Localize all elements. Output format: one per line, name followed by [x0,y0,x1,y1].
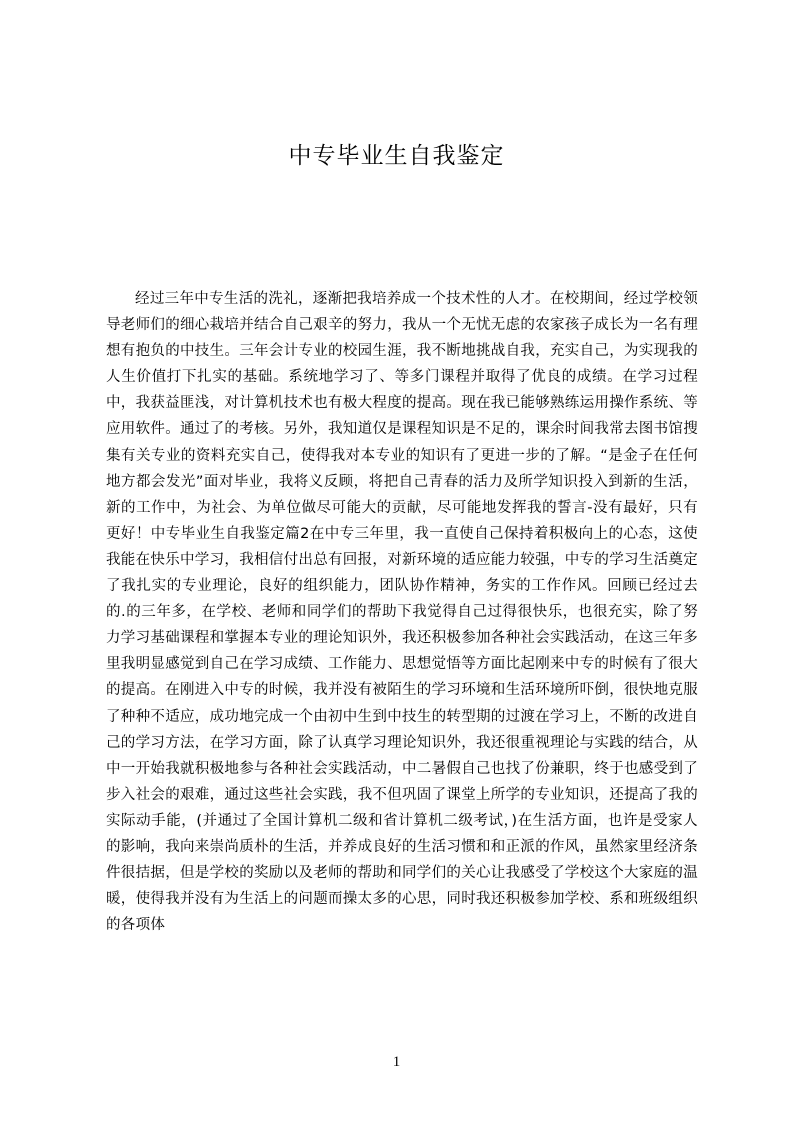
page-number: 1 [392,1054,401,1070]
body-paragraph: 经过三年中专生活的洗礼，逐渐把我培养成一个技术性的人才。在校期间，经过学校领导老师们的细心栽培并结合自己艰辛的努力，我从一个无忧无虑的农家孩子成长为一名有理想有抱负的中技生。三年会计专业的校园生涯，我不断地挑战自我，充实自己，为实现我的人生价值打下扎实的基础。系统地学习了、等多门课程并取得了优良的成绩。在学习过程中，我获益匪浅，对计算机技术也有极大程度的提高。现在我已能够熟练运用操作系统、等应用软件。通过了的考核。另外，我知道仅是课程知识是不足的，课余时间我常去图书馆搜集有关专业的资料充实自己，使得我对本专业的知识有了更进一步的了解。“是金子在任何地方都会发光”面对毕业，我将义反顾，将把自己青春的活力及所学知识投入到新的生活，新的工作中，为社会、为单位做尽可能大的贡献，尽可能地发挥我的誓言-没有最好，只有更好！中专毕业生自我鉴定篇2在中专三年里，我一直使自己保持着积极向上的心态，这使我能在快乐中学习，我相信付出总有回报，对新环境的适应能力较强，中专的学习生活奠定了我扎实的专业理论，良好的组织能力，团队协作精神，务实的工作作风。回顾已经过去的.的三年多，在学校、老师和同学们的帮助下我觉得自己过得很快乐，也很充实，除了努力学习基础课程和掌握本专业的理论知识外，我还积极参加各种社会实践活动，在这三年多里我明显感觉到自己在学习成绩、工作能力、思想觉悟等方面比起刚来中专的时候有了很大的提高。在刚进入中专的时候，我并没有被陌生的学习环境和生活环境所吓倒，很快地克服了种种不适应，成功地完成一个由初中生到中技生的转型期的过渡在学习上，不断的改进自己的学习方法，在学习方面，除了认真学习理论知识外，我还很重视理论与实践的结合，从中一开始我就积极地参与各种社会实践活动，中二暑假自己也找了份兼职，终于也感受到了步入社会的艰难，通过这些社会实践，我不但巩固了课堂上所学的专业知识，还提高了我的实际动手能，(并通过了全国计算机二级和省计算机二级考试，)在生活方面，也许是受家人的影响，我向来崇尚质朴的生活，并养成良好的生活习惯和和正派的作风，虽然家里经济条件很拮据，但是学校的奖励以及老师的帮助和同学们的关心让我感受了学校这个大家庭的温暖，使得我并没有为生活上的问题而操太多的心思，同时我还积极参加学校、系和班级组织的各项体 [106,291,698,934]
document-title: 中专毕业生自我鉴定 [288,143,505,169]
